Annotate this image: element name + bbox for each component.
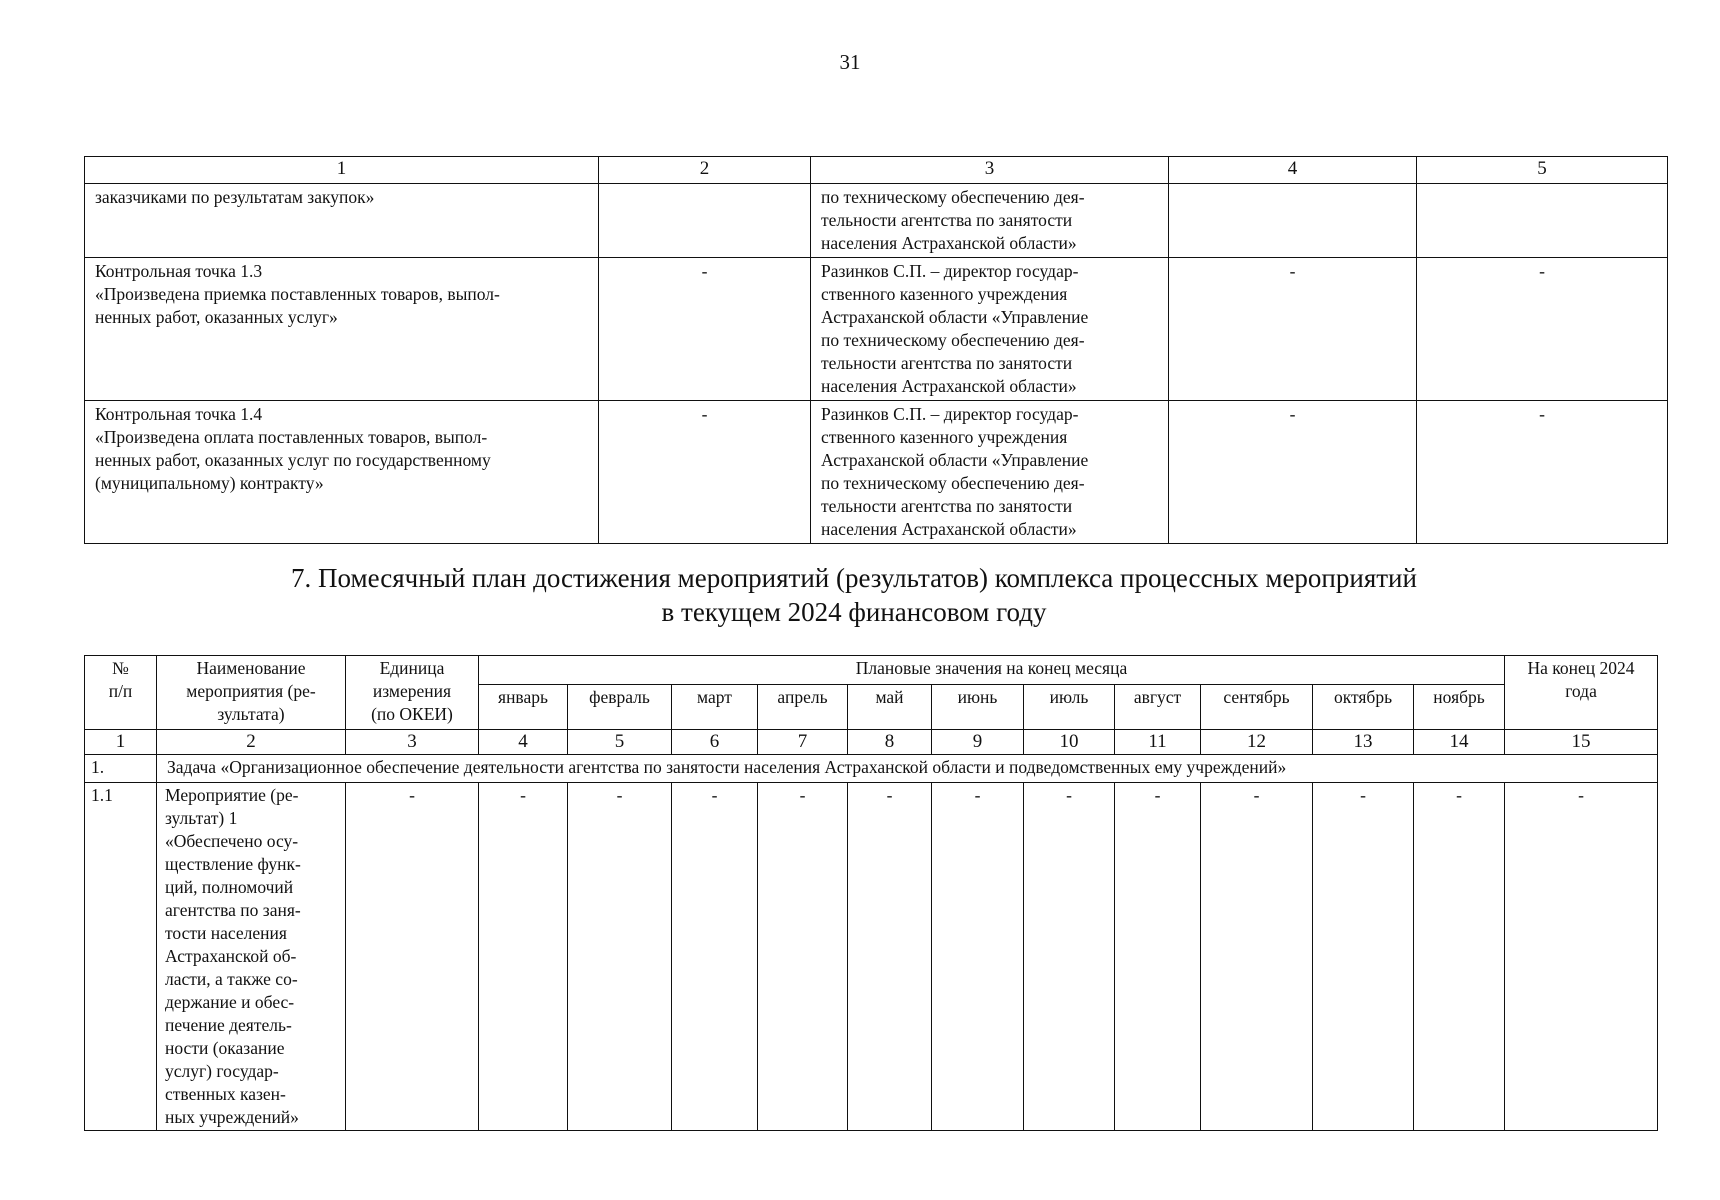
responsible-person: Разинков С.П. – директор государ- ственного казенного учреждения Астраханской области «Управление по техническому обеспечению дея- тельности агентства по занятости населения Астраханской области» bbox=[811, 401, 1169, 544]
page-number: 31 bbox=[839, 50, 861, 74]
table-cell bbox=[599, 184, 811, 258]
column-number: 2 bbox=[157, 730, 346, 755]
month-header: октябрь bbox=[1313, 685, 1414, 730]
column-header-number: № п/п bbox=[85, 656, 157, 730]
column-number: 8 bbox=[848, 730, 932, 755]
monthly-plan-table bbox=[84, 655, 1658, 1131]
section-title-line: в текущем 2024 финансовом году bbox=[661, 597, 1047, 627]
month-header: май bbox=[848, 685, 932, 730]
item-number: 1.1 bbox=[85, 783, 157, 1131]
month-header: июль bbox=[1024, 685, 1115, 730]
column-header-unit: Единица измерения (по ОКЕИ) bbox=[346, 656, 479, 730]
table2-header-row bbox=[85, 656, 1658, 685]
month-header: февраль bbox=[568, 685, 672, 730]
column-number: 10 bbox=[1024, 730, 1115, 755]
month-value: - bbox=[932, 783, 1024, 1131]
table-row bbox=[85, 783, 1658, 1131]
month-header: август bbox=[1115, 685, 1201, 730]
month-value: - bbox=[672, 783, 758, 1131]
month-value: - bbox=[1414, 783, 1505, 1131]
table-cell bbox=[1417, 184, 1668, 258]
month-value: - bbox=[1115, 783, 1201, 1131]
responsible-person: Разинков С.П. – директор государ- ственного казенного учреждения Астраханской области «Управление по техническому обеспечению дея- тельности агентства по занятости населения Астраханской области» bbox=[811, 258, 1169, 401]
table1-header-cell: 5 bbox=[1417, 157, 1668, 184]
responsible-person: по техническому обеспечению дея- тельности агентства по занятости населения Астраханской области» bbox=[811, 184, 1169, 258]
month-header: январь bbox=[479, 685, 568, 730]
month-header: сентябрь bbox=[1201, 685, 1313, 730]
column-number-row bbox=[85, 730, 1658, 755]
task-text: Задача «Организационное обеспечение деятельности агентства по занятости населения Астраханской области и подведомственных ему учреждений» bbox=[157, 755, 1658, 783]
month-header: март bbox=[672, 685, 758, 730]
table-row bbox=[85, 184, 1668, 258]
column-number: 5 bbox=[568, 730, 672, 755]
column-header-planned-values: Плановые значения на конец месяца bbox=[479, 656, 1505, 685]
month-value: - bbox=[1313, 783, 1414, 1131]
column-number: 15 bbox=[1505, 730, 1658, 755]
table-cell: - bbox=[1169, 258, 1417, 401]
task-row bbox=[85, 755, 1658, 783]
month-value: - bbox=[479, 783, 568, 1131]
column-number: 14 bbox=[1414, 730, 1505, 755]
column-number: 7 bbox=[758, 730, 848, 755]
month-value: - bbox=[1024, 783, 1115, 1131]
column-number: 6 bbox=[672, 730, 758, 755]
control-points-table bbox=[84, 156, 1668, 544]
table-cell: - bbox=[1169, 401, 1417, 544]
month-header: апрель bbox=[758, 685, 848, 730]
month-value: - bbox=[1201, 783, 1313, 1131]
table-cell: - bbox=[1417, 258, 1668, 401]
column-number: 1 bbox=[85, 730, 157, 755]
section-title bbox=[84, 561, 1624, 629]
table1-header-row bbox=[85, 157, 1668, 184]
column-number: 11 bbox=[1115, 730, 1201, 755]
table-cell: - bbox=[599, 258, 811, 401]
table1-header-cell: 1 bbox=[85, 157, 599, 184]
table-cell: - bbox=[599, 401, 811, 544]
table1-header-cell: 2 bbox=[599, 157, 811, 184]
column-number: 3 bbox=[346, 730, 479, 755]
table1-header-cell: 3 bbox=[811, 157, 1169, 184]
month-header: ноябрь bbox=[1414, 685, 1505, 730]
table-row bbox=[85, 258, 1668, 401]
task-number: 1. bbox=[85, 755, 157, 783]
table-cell bbox=[1169, 184, 1417, 258]
table-cell: - bbox=[1417, 401, 1668, 544]
column-header-name: Наименование мероприятия (ре- зультата) bbox=[157, 656, 346, 730]
table1-header-cell: 4 bbox=[1169, 157, 1417, 184]
column-number: 9 bbox=[932, 730, 1024, 755]
control-point-description: Контрольная точка 1.3 «Произведена приемка поставленных товаров, выпол- ненных работ, оказанных услуг» bbox=[85, 258, 599, 401]
column-number: 13 bbox=[1313, 730, 1414, 755]
month-value: - bbox=[758, 783, 848, 1131]
section-title-line: 7. Помесячный план достижения мероприятий (результатов) комплекса процессных мероприятий bbox=[291, 563, 1417, 593]
column-number: 4 bbox=[479, 730, 568, 755]
control-point-description: Контрольная точка 1.4 «Произведена оплата поставленных товаров, выпол- ненных работ, оказанных услуг по государственному (муниципальному) контракту» bbox=[85, 401, 599, 544]
control-point-description: заказчиками по результатам закупок» bbox=[85, 184, 599, 258]
month-value: - bbox=[848, 783, 932, 1131]
month-value: - bbox=[568, 783, 672, 1131]
table-row bbox=[85, 401, 1668, 544]
item-unit-value: - bbox=[346, 783, 479, 1131]
item-name: Мероприятие (ре- зультат) 1 «Обеспечено осу- ществление функ- ций, полномочий агентства по заня- тости населения Астраханской об- ласти, а также со- держание и обес- печение деятель- ности (оказание услуг) государ- ственных казен- ных учреждений» bbox=[157, 783, 346, 1131]
month-header: июнь bbox=[932, 685, 1024, 730]
year-end-value: - bbox=[1505, 783, 1658, 1131]
column-header-year-end: На конец 2024 года bbox=[1505, 656, 1658, 730]
column-number: 12 bbox=[1201, 730, 1313, 755]
